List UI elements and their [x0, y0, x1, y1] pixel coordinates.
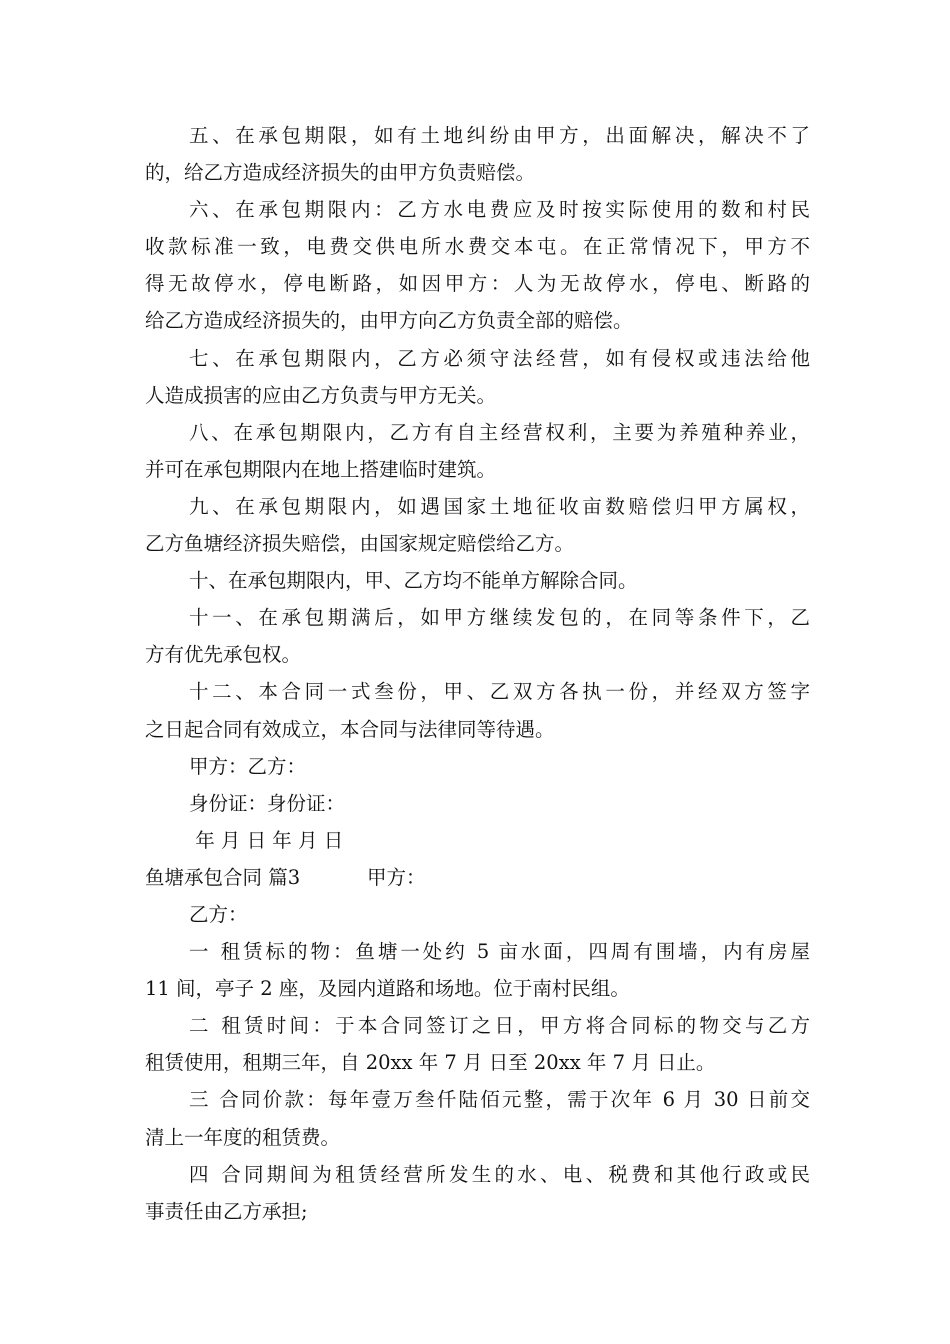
text-line: 事责任由乙方承担; — [145, 1199, 308, 1223]
text-line: 的，给乙方造成经济损失的由甲方负责赔偿。 — [145, 161, 536, 185]
text-line: 租赁使用，租期三年，自 20xx 年 7 月 日至 20xx 年 7 月 日止。 — [145, 1051, 716, 1075]
text-line: 给乙方造成经济损失的，由甲方向乙方负责全部的赔偿。 — [145, 309, 633, 333]
text-line: 清上一年度的租赁费。 — [145, 1125, 341, 1149]
text-line: 甲方：乙方： — [189, 754, 307, 778]
text-line: 乙方： — [189, 902, 248, 926]
text-line: 收款标准一致，电费交供电所水费交本屯。在正常情况下，甲方不 — [145, 235, 810, 259]
text-line: 得无故停水，停电断路，如因甲方：人为无故停水，停电、断路的 — [145, 272, 810, 296]
text-line: 人造成损害的应由乙方负责与甲方无关。 — [145, 383, 497, 407]
section-heading — [145, 859, 810, 896]
text-line: 二 租赁时间：于本合同签订之日，甲方将合同标的物交与乙方 — [189, 1014, 810, 1038]
text-line: 十一、在承包期满后，如甲方继续发包的，在同等条件下，乙 — [189, 606, 810, 630]
text-line: 七、在承包期限内，乙方必须守法经营，如有侵权或违法给他 — [189, 346, 810, 370]
contract-clauses — [145, 117, 810, 859]
text-line: 五、在承包期限，如有土地纠纷由甲方，出面解决，解决不了 — [189, 124, 810, 147]
text-line: 三 合同价款：每年壹万叁仟陆佰元整，需于次年 6 月 30 日前交 — [189, 1088, 810, 1112]
text-line: 六、在承包期限内：乙方水电费应及时按实际使用的数和村民 — [189, 198, 810, 222]
text-line: 年 月 日 年 月 日 — [189, 828, 344, 852]
text-line: 方有优先承包权。 — [145, 643, 302, 667]
section-title: 鱼塘承包合同 篇3 — [145, 865, 301, 889]
lease-clauses — [145, 896, 810, 1230]
text-line: 九、在承包期限内，如遇国家土地征收亩数赔偿归甲方属权， — [189, 494, 810, 518]
document-body — [145, 117, 810, 1230]
text-line: 并可在承包期限内在地上搭建临时建筑。 — [145, 457, 497, 481]
text-line: 一 租赁标的物：鱼塘一处约 5 亩水面，四周有围墙，内有房屋 — [189, 940, 810, 964]
party-a-label: 甲方： — [367, 865, 426, 889]
text-line: 之日起合同有效成立，本合同与法律同等待遇。 — [145, 717, 555, 741]
text-line: 十、在承包期限内，甲、乙方均不能单方解除合同。 — [189, 569, 638, 593]
text-line: 八、在承包期限内，乙方有自主经营权利，主要为养殖种养业， — [189, 420, 810, 444]
text-line: 11 间，亭子 2 座，及园内道路和场地。位于南村民组。 — [145, 977, 630, 1001]
text-line: 十二、本合同一式叁份，甲、乙双方各执一份，并经双方签字 — [189, 680, 810, 704]
text-line: 四 合同期间为租赁经营所发生的水、电、税费和其他行政或民 — [189, 1162, 810, 1186]
text-line: 身份证：身份证： — [189, 791, 346, 815]
text-line: 乙方鱼塘经济损失赔偿，由国家规定赔偿给乙方。 — [145, 532, 575, 556]
